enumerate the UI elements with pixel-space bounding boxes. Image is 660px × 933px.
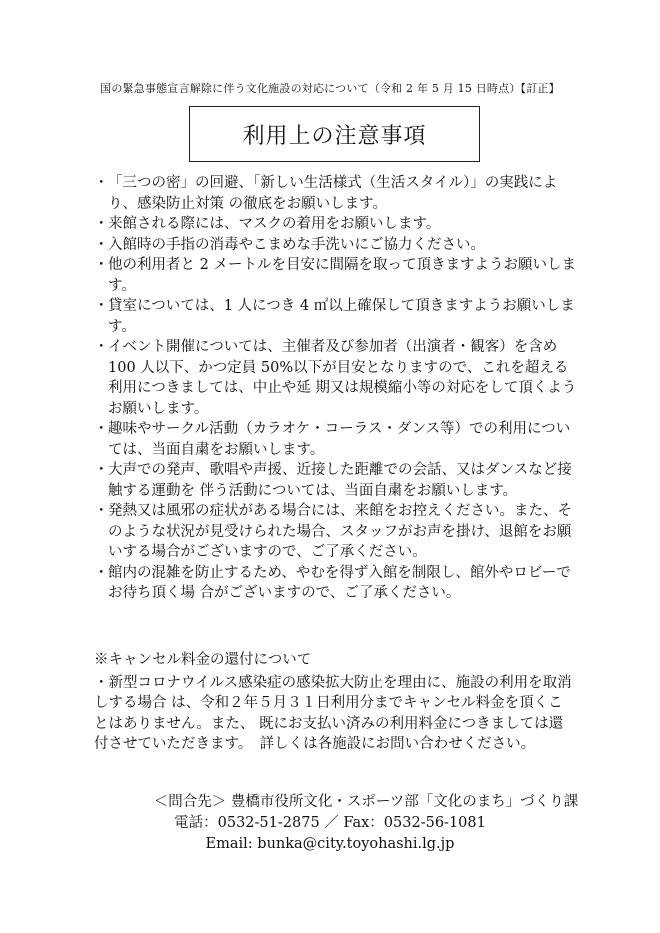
refund-body: ・新型コロナウイルス感染症の感染拡大防止を理由に、施設の利用を取消しする場合 は、令和２年５月３１日利用分までキャンセル料金を頂くことはありません。また、 既にお支払い済みの利用料金につきましては還付させていただきます。 詳しくは各施設にお問い合わせください。	[94, 674, 572, 752]
notice-text: 入館時の手指の消毒やこまめな手洗いにご協力ください。	[108, 236, 485, 253]
list-item	[94, 214, 580, 235]
list-item	[94, 501, 580, 563]
contact-inquiry: ＜問合先＞ 豊橋市役所文化・スポーツ部「文化のまち」づくり課	[153, 794, 579, 810]
notice-text: 他の利用者と 2 メートルを目安に間隔を取って頂きますようお願いします。	[108, 257, 576, 294]
list-item	[94, 296, 580, 337]
bullet-marker: ・	[94, 175, 109, 191]
contact-phone-fax: 電話：0532-51-2875 ／ Fax：0532-56-1081	[174, 815, 486, 831]
notice-list	[94, 173, 580, 604]
document-header: 国の緊急事態宣言解除に伴う文化施設の対応について（令和 2 年 5 月 15 日時点）【訂正】	[100, 82, 560, 95]
bullet-marker: ・	[94, 503, 109, 519]
notice-text: 来館される際には、マスクの着用をお願いします。	[108, 216, 441, 232]
page-title: 利用上の注意事項	[189, 106, 480, 162]
notice-text: 大声での発声、歌唱や声援、近接した距離での会話、又はダンスなど接触する運動を 伴う活動については、当面自粛をお願いします。	[108, 462, 572, 499]
list-item	[94, 419, 580, 460]
bullet-marker: ・	[94, 298, 109, 314]
bullet-marker: ・	[94, 421, 109, 437]
notice-text: 貸室については、1 人につき 4 ㎡以上確保して頂きますようお願いします。	[108, 298, 575, 335]
notice-text: 趣味やサークル活動（カラオケ・コーラス・ダンス等）での利用については、当面自粛をお願いします。	[108, 421, 571, 458]
bullet-marker: ・	[94, 216, 109, 232]
bullet-marker: ・	[94, 236, 109, 253]
list-item	[94, 255, 580, 296]
bullet-marker: ・	[94, 257, 109, 273]
notice-text: 館内の混雑を防止するため、やむを得ず入館を制限し、館外やロビーでお待ち頂く場 合がございますので、ご了承ください。	[108, 564, 571, 601]
contact-block	[0, 792, 660, 855]
bullet-marker: ・	[94, 462, 109, 478]
notice-text: イベント開催については、主催者及び参加者（出演者・観客）を含め 100 人以下、かつ定員 50%以下が目安となりますので、これを超える利用につきましては、中止や延 期又は規模縮小等の対応をして頂くようお願いします。	[108, 339, 577, 417]
notice-text: 発熱又は風邪の症状がある場合には、来館をお控えください。また、そのような状況が見受けられた場合、スタッフがお声を掛け、退館をお願いする場合がございますので、ご了承ください。	[108, 503, 572, 560]
refund-section	[94, 650, 572, 755]
bullet-marker: ・	[94, 339, 109, 355]
bullet-marker: ・	[94, 564, 109, 581]
notice-text: 「三つの密」の回避、「新しい生活様式（生活スタイル）」の実践により、感染防止対策 の徹底をお願いします。	[108, 175, 558, 212]
contact-email: Email: bunka@city.toyohashi.lg.jp	[205, 836, 455, 852]
list-item	[94, 337, 580, 419]
list-item	[94, 173, 580, 214]
list-item	[94, 563, 580, 604]
list-item	[94, 235, 580, 256]
list-item	[94, 460, 580, 501]
refund-heading: ※キャンセル料金の還付について	[94, 652, 312, 668]
